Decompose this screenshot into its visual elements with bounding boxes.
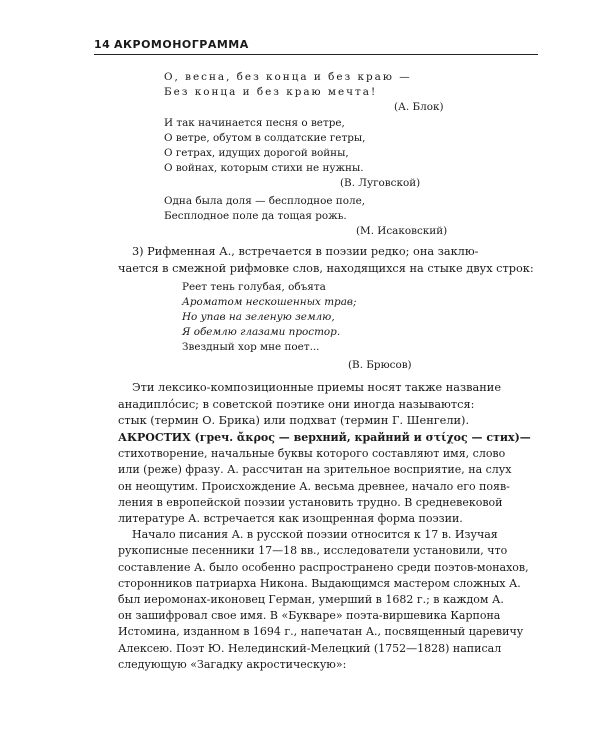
text-line: или (реже) фразу. А. рассчитан на зрительное восприятие, на слух [118, 463, 512, 477]
verse-line: Одна была доля — бесплодное поле, [164, 195, 366, 207]
verse-line: Ароматом нескошенных трав; [182, 296, 357, 308]
text-line: стихотворение, начальные буквы которого составляют имя, слово [118, 447, 506, 461]
text-line: Эти лексико-композиционные приемы носят также название [132, 381, 502, 394]
text-line: ления в европейской поэзии установить трудно. В средневековой [118, 495, 503, 509]
text-line: рукописные песенники 17—18 вв., исследователи установили, что [118, 544, 508, 558]
text-line: Алексею. Поэт Ю. Нелединский-Мелецкий (1752—1828) написал [118, 641, 502, 655]
text-line: 3) Рифменная А., встречается в поэзии редко; она заклю- [132, 245, 479, 258]
text-line: Начало писания А. в русской поэзии относится к 17 в. Изучая [132, 528, 498, 542]
blok-attribution: (А. Блок) [394, 101, 444, 113]
verse-line: Без конца и без краю мечта! [164, 86, 378, 98]
lugovskoy-attribution: (В. Луговской) [340, 177, 421, 189]
text-line: он неощутим. Происхождение А. весьма древнее, начало его появ- [118, 479, 510, 493]
text-line: чается в смежной рифмовке слов, находящихся на стыке двух строк: [118, 261, 534, 275]
verse-line: О ветре, обутом в солдатские гетры, [164, 132, 366, 144]
text-line: Истомина, изданном в 1694 г., напечатан А., посвященный царевичу [118, 625, 524, 639]
verse-line: И так начинается песня о ветре, [164, 117, 345, 129]
verse-line: Звездный хор мне поет... [182, 341, 320, 353]
verse-line: Бесплодное поле да тощая рожь. [164, 210, 347, 222]
verse-line: О, весна, без конца и без краю — [164, 71, 412, 83]
text-line: стык (термин О. Брика) или подхват (термин Г. Шенгели). [118, 414, 470, 428]
verse-line: Реет тень голубая, объята [182, 281, 326, 293]
text-line: литературе А. встречается как изощренная форма поэзии. [118, 512, 463, 526]
verse-line: О гетрах, идущих дорогой войны, [164, 147, 349, 159]
text-line: был иеромонах-иконовец Герман, умерший в 1682 г.; в каждом А. [118, 593, 504, 607]
verse-line: Но упав на зеленую землю, [182, 311, 335, 323]
isakovsky-attribution: (М. Исаковский) [356, 225, 448, 237]
text-line: составление А. было особенно распространено среди поэтов-монахов, [118, 560, 529, 574]
page-number: 14 [94, 38, 111, 51]
verse-line: О войнах, которым стихи не нужны. [164, 162, 364, 174]
bryusov-attribution: (В. Брюсов) [348, 359, 412, 371]
text-line: следующую «Загадку акростическую»: [118, 657, 347, 671]
text-line: сторонников патриарха Никона. Выдающимся мастером сложных А. [118, 576, 521, 590]
verse-line: Я обемлю глазами простор. [182, 326, 341, 338]
article-headword-line: АКРОСТИХ (греч. ἄκρος — верхний, крайний и στίχος — стих)— [118, 431, 531, 444]
text-line: он зашифровал свое имя. В «Букваре» поэта-виршевика Карпона [118, 609, 501, 623]
text-line: анадиплóсис; в советской поэтике они иногда называются: [118, 397, 475, 411]
running-title: АКРОМОНОГРАММА [114, 38, 249, 51]
